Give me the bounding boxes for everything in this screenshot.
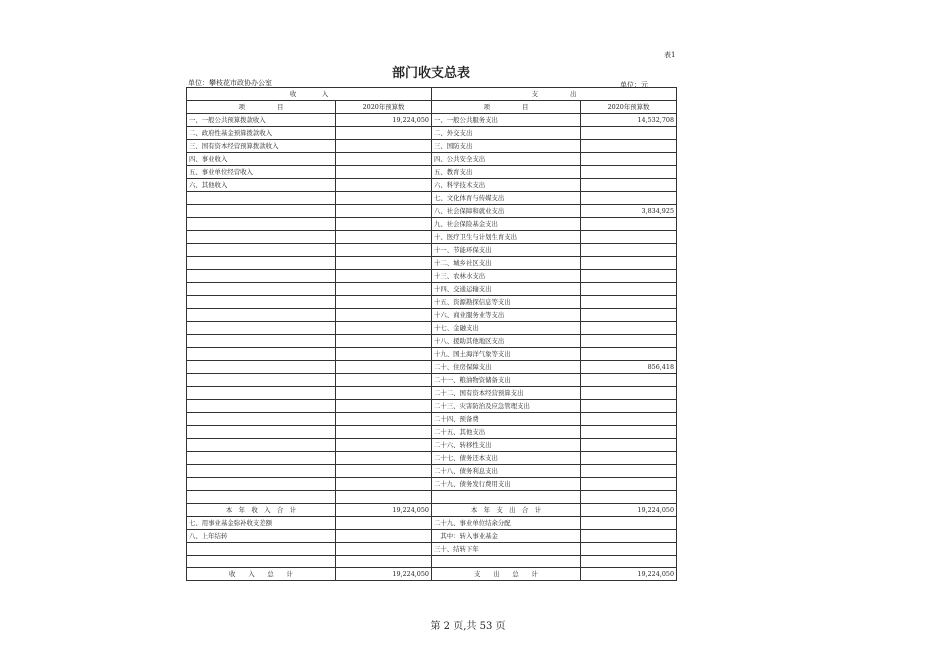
table-row [187,400,677,413]
page-indicator: 第 2 页,共 53 页 [430,621,506,632]
income-value [336,244,432,257]
expense-item: 三、国防支出 [432,140,581,153]
expense-item: 二十一、粮油物资储备支出 [432,374,581,387]
table-row [187,322,677,335]
income-item [187,348,336,361]
expense-value [581,192,677,205]
expense-item [432,555,581,568]
income-value [336,516,432,529]
income-item: 六、其他收入 [187,179,336,192]
expense-value [581,491,677,504]
expense-item: 十四、交通运输支出 [432,283,581,296]
expense-total-value: 19,224,050 [581,503,677,516]
expense-value [581,309,677,322]
income-item [187,361,336,374]
expense-value [581,348,677,361]
expense-value [581,140,677,153]
expense-value [581,244,677,257]
table-row [187,348,677,361]
expense-value [581,127,677,140]
income-item [187,555,336,568]
income-value [336,257,432,270]
table-row [187,309,677,322]
table-row [187,140,677,153]
income-item [187,542,336,555]
expense-item: 十六、商业服务业等支出 [432,309,581,322]
table-row [187,452,677,465]
expense-value: 3,834,925 [581,205,677,218]
expense-item: 六、科学技术支出 [432,179,581,192]
income-value [336,400,432,413]
expense-budget-header: 2020年预算数 [581,101,677,114]
table-row [187,335,677,348]
expense-item: 二十二、国有资本经营预算支出 [432,387,581,400]
table-row [187,439,677,452]
expense-item: 其中：转入事业基金 [432,529,581,542]
expense-item: 一、一般公共服务支出 [432,114,581,127]
expense-value [581,478,677,491]
expense-value [581,542,677,555]
expense-value [581,283,677,296]
income-value [336,335,432,348]
table-row [187,465,677,478]
expense-item: 十、医疗卫生与计划生育支出 [432,231,581,244]
expense-total-value: 19,224,050 [581,568,677,581]
expense-item: 九、社会保险基金支出 [432,218,581,231]
expense-item: 五、教育支出 [432,166,581,179]
expense-item: 二十九、事业单位结余分配 [432,516,581,529]
income-value [336,283,432,296]
income-item: 八、上年结转 [187,529,336,542]
expense-item: 二十四、预备费 [432,413,581,426]
income-item [187,452,336,465]
table-row [187,270,677,283]
expense-value [581,555,677,568]
expense-value [581,400,677,413]
income-value [336,361,432,374]
income-value [336,348,432,361]
income-item [187,426,336,439]
income-value [336,166,432,179]
table-row [187,555,677,568]
income-total-value: 19,224,050 [336,568,432,581]
table-number: 表1 [664,51,676,59]
unit-currency: 单位：元 [620,81,648,89]
expense-item: 四、公共安全支出 [432,153,581,166]
expense-item: 二十八、债务利息支出 [432,465,581,478]
expense-value [581,166,677,179]
income-item: 七、用事业基金弥补收支差额 [187,516,336,529]
expense-value: 14,532,708 [581,114,677,127]
income-value [336,296,432,309]
income-item [187,192,336,205]
income-value [336,140,432,153]
table-row [187,179,677,192]
expense-value [581,465,677,478]
income-item [187,244,336,257]
expense-item: 十七、金融支出 [432,322,581,335]
table-row [187,478,677,491]
income-item [187,322,336,335]
grand-total-row [187,568,677,581]
income-value [336,218,432,231]
expense-item: 十一、节能环保支出 [432,244,581,257]
table-row [187,244,677,257]
expense-value: 856,418 [581,361,677,374]
income-item [187,257,336,270]
table-row [187,516,677,529]
expense-item: 二、外交支出 [432,127,581,140]
income-value [336,374,432,387]
expense-item: 三十、结转下年 [432,542,581,555]
income-value [336,127,432,140]
income-item: 四、事业收入 [187,153,336,166]
expense-value [581,413,677,426]
income-value [336,491,432,504]
table-row [187,153,677,166]
expense-total-label: 本 年 支 出 合 计 [432,503,581,516]
expense-item-header: 项 目 [432,101,581,114]
income-value [336,452,432,465]
table-row [187,114,677,127]
income-item [187,465,336,478]
income-item [187,374,336,387]
income-value [336,478,432,491]
table-row [187,127,677,140]
expense-value [581,296,677,309]
expense-value [581,322,677,335]
expense-item: 二十三、灾害防治及应急管理支出 [432,400,581,413]
income-item [187,231,336,244]
expense-item: 二十、住房保障支出 [432,361,581,374]
year-total-row [187,503,677,516]
table-row [187,491,677,504]
expense-section-header: 支 出 [432,88,677,101]
expense-item: 十五、资源勘探信息等支出 [432,296,581,309]
expense-item [432,491,581,504]
income-value [336,231,432,244]
income-value [336,192,432,205]
table-row [187,413,677,426]
income-item [187,413,336,426]
table-row [187,296,677,309]
income-item: 二、政府性基金预算拨款收入 [187,127,336,140]
income-value [336,205,432,218]
expense-value [581,452,677,465]
income-value [336,387,432,400]
income-value [336,426,432,439]
table-row [187,218,677,231]
expense-value [581,179,677,192]
income-total-label: 本 年 收 入 合 计 [187,503,336,516]
income-total-label: 收 入 总 计 [187,568,336,581]
income-value [336,153,432,166]
table-row [187,192,677,205]
expense-total-label: 支 出 总 计 [432,568,581,581]
income-value [336,309,432,322]
income-item [187,283,336,296]
income-item: 一、一般公共预算拨款收入 [187,114,336,127]
expense-value [581,374,677,387]
income-value [336,439,432,452]
income-item [187,478,336,491]
table-row [187,387,677,400]
income-value [336,542,432,555]
income-total-value: 19,224,050 [336,503,432,516]
income-value [336,529,432,542]
income-item [187,439,336,452]
expense-item: 十八、援助其他地区支出 [432,335,581,348]
table-row [187,166,677,179]
income-value: 19,224,050 [336,114,432,127]
column-header-row [187,101,677,114]
income-item: 五、事业单位经营收入 [187,166,336,179]
income-section-header: 收 入 [187,88,432,101]
expense-item: 二十五、其他支出 [432,426,581,439]
income-item [187,387,336,400]
expense-item: 二十七、债务还本支出 [432,452,581,465]
table-row [187,542,677,555]
expense-item: 二十九、债务发行费用支出 [432,478,581,491]
table-row [187,426,677,439]
income-item [187,335,336,348]
table-row [187,257,677,270]
income-item [187,218,336,231]
expense-value [581,439,677,452]
expense-item: 十三、农林水支出 [432,270,581,283]
unit-organization: 单位：攀枝花市政协办公室 [188,79,272,87]
table-row [187,361,677,374]
expense-item: 十九、国土海洋气象等支出 [432,348,581,361]
income-item-header: 项 目 [187,101,336,114]
income-item: 三、国有资本经营预算拨款收入 [187,140,336,153]
income-item [187,309,336,322]
income-value [336,270,432,283]
table-row [187,374,677,387]
income-item [187,491,336,504]
expense-value [581,516,677,529]
table-row [187,231,677,244]
expense-item: 二十六、转移性支出 [432,439,581,452]
income-value [336,322,432,335]
table-row [187,205,677,218]
income-value [336,413,432,426]
income-item [187,296,336,309]
expense-value [581,387,677,400]
section-header-row [187,88,677,101]
expense-item: 七、文化体育与传媒支出 [432,192,581,205]
expense-value [581,231,677,244]
income-value [336,179,432,192]
income-budget-header: 2020年预算数 [336,101,432,114]
table-row [187,529,677,542]
income-value [336,555,432,568]
table-row [187,283,677,296]
expense-value [581,529,677,542]
expense-value [581,218,677,231]
page-title: 部门收支总表 [391,66,470,81]
expense-item: 十二、城乡社区支出 [432,257,581,270]
income-item [187,270,336,283]
expense-value [581,335,677,348]
expense-item: 八、社会保障和就业支出 [432,205,581,218]
income-item [187,205,336,218]
expense-value [581,426,677,439]
expense-value [581,153,677,166]
expense-value [581,257,677,270]
income-value [336,465,432,478]
income-item [187,400,336,413]
expense-value [581,270,677,283]
budget-summary-table [186,87,677,581]
